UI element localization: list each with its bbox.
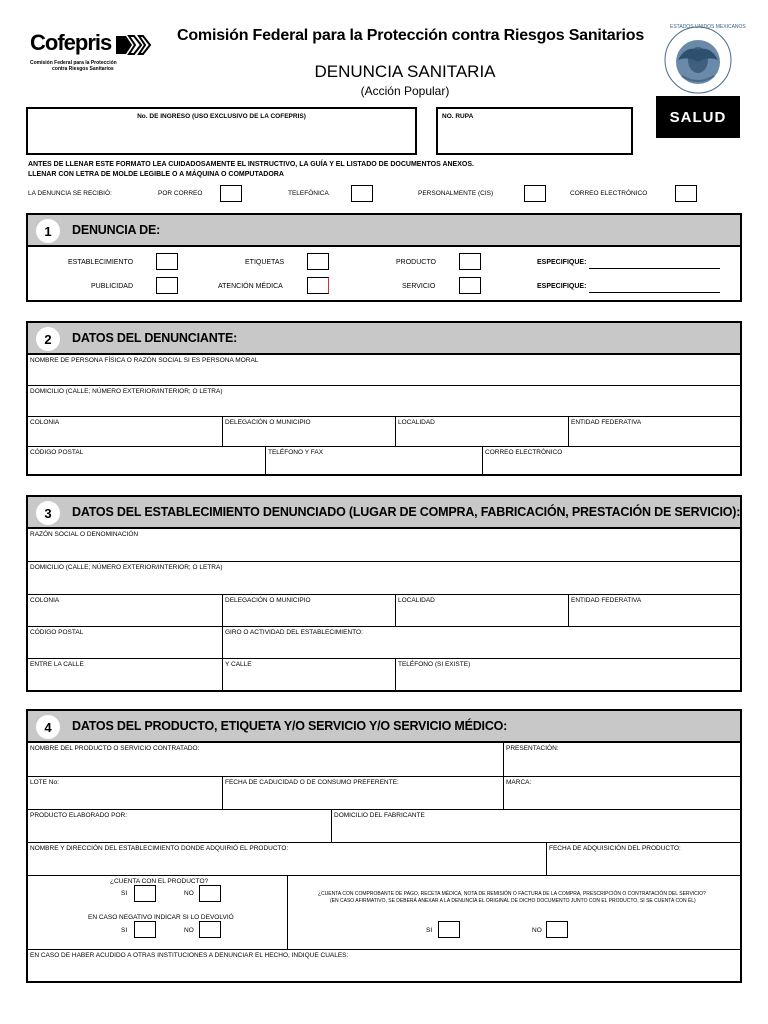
denunciante-correo-field[interactable]: [482, 447, 740, 474]
received-option-correo-electronico: CORREO ELECTRÓNICO: [570, 190, 648, 197]
producto-nombre-dir-field[interactable]: [28, 843, 546, 875]
producto-adquisicion-row: [28, 843, 740, 876]
producto-elaborado-field[interactable]: [28, 810, 331, 842]
denunciante-domicilio-label: DOMICILIO (CALLE; NÚMERO EXTERIOR/INTERIOR; O LETRA): [30, 388, 223, 395]
producto-elaborado-row: [28, 810, 740, 843]
section-4-title: DATOS DEL PRODUCTO, ETIQUETA Y/O SERVICIO Y/O SERVICIO MÉDICO:: [72, 719, 508, 733]
section-2-header: [28, 323, 740, 355]
received-option-correo: POR CORREO: [158, 190, 203, 197]
producto-marca-label: MARCA:: [506, 779, 532, 786]
establecimiento-colonia-field[interactable]: [28, 595, 222, 626]
comprobante-no-label: NO: [532, 927, 542, 934]
producto-marca-field[interactable]: [503, 777, 740, 809]
establecimiento-cp-label: CÓDIGO POSTAL: [30, 629, 84, 636]
opt-etiquetas-checkbox[interactable]: [307, 253, 329, 270]
establecimiento-giro-label: GIRO O ACTIVIDAD DEL ESTABLECIMIENTO:: [225, 629, 363, 636]
seal-text: ESTADOS UNIDOS MEXICANOS: [670, 24, 746, 30]
opt-establecimiento-label: ESTABLECIMIENTO: [68, 259, 134, 266]
producto-nombre-dir-label: NOMBRE Y DIRECCIÓN DEL ESTABLECIMIENTO DONDE ADQUIRIÓ EL PRODUCTO:: [30, 845, 289, 852]
producto-otras-row: [28, 950, 740, 981]
section-4-header: [28, 711, 740, 743]
producto-fecha-adq-field[interactable]: [546, 843, 740, 875]
no-ingreso-label: No. DE INGRESO (USO EXCLUSIVO DE LA COFEPRIS): [137, 113, 306, 120]
logo-subtext-1: Comisión Federal para la Protección: [30, 60, 117, 66]
establecimiento-entidad-field[interactable]: [568, 595, 740, 626]
devolvio-si-checkbox[interactable]: [134, 921, 156, 938]
comprobante-si-checkbox[interactable]: [438, 921, 460, 938]
denunciante-domicilio-field[interactable]: [28, 386, 740, 416]
establecimiento-giro-field[interactable]: [222, 627, 740, 658]
cuenta-si-checkbox[interactable]: [134, 885, 156, 902]
denunciante-cp-row: [28, 447, 740, 474]
denunciante-localidad-label: LOCALIDAD: [398, 419, 435, 426]
devolvio-no-checkbox[interactable]: [199, 921, 221, 938]
opt-etiquetas-label: ETIQUETAS: [245, 259, 285, 266]
denunciante-localidad-field[interactable]: [395, 417, 568, 446]
producto-lote-label: LOTE No:: [30, 779, 59, 786]
producto-domicilio-fab-label: DOMICILIO DEL FABRICANTE: [334, 812, 425, 819]
opt-servicio-checkbox[interactable]: [459, 277, 481, 294]
producto-cuenta-cell: [28, 876, 287, 949]
establecimiento-domicilio-field[interactable]: [28, 562, 740, 594]
producto-presentacion-field[interactable]: [503, 743, 740, 776]
instructions-line-2: LLENAR CON LETRA DE MOLDE LEGIBLE O A MÁQUINA O COMPUTADORA: [28, 171, 284, 178]
producto-presentacion-label: PRESENTACIÓN:: [506, 745, 559, 752]
section-1-header: [28, 215, 740, 247]
establecimiento-domicilio-row: [28, 562, 740, 595]
section-1-number: 1: [36, 219, 60, 243]
establecimiento-razon-label: RAZÓN SOCIAL O DENOMINACIÓN: [30, 531, 139, 538]
producto-caducidad-label: FECHA DE CADUCIDAD O DE CONSUMO PREFERENTE:: [225, 779, 399, 786]
form-title: DENUNCIA SANITARIA: [314, 62, 496, 81]
section-3-title: DATOS DEL ESTABLECIMIENTO DENUNCIADO (LUGAR DE COMPRA, FABRICACIÓN, PRESTACIÓN DE SERVICIO):: [72, 505, 741, 519]
denunciante-entidad-label: ENTIDAD FEDERATIVA: [571, 419, 642, 426]
denunciante-cp-label: CÓDIGO POSTAL: [30, 449, 84, 456]
opt-establecimiento-checkbox[interactable]: [156, 253, 178, 270]
establecimiento-entidad-label: ENTIDAD FEDERATIVA: [571, 597, 642, 604]
denunciante-cp-field[interactable]: [28, 447, 265, 474]
especifique-line-1[interactable]: [589, 268, 720, 269]
denunciante-telefono-field[interactable]: [265, 447, 482, 474]
denunciante-nombre-label: NOMBRE DE PERSONA FÍSICA O RAZÓN SOCIAL SI ES PERSONA MORAL: [30, 357, 259, 364]
no-ingreso-box[interactable]: [26, 107, 417, 155]
producto-nombre-row: [28, 743, 740, 777]
producto-caducidad-field[interactable]: [222, 777, 503, 809]
producto-cuenta-row: [28, 876, 740, 950]
opt-publicidad-checkbox[interactable]: [156, 277, 178, 294]
logo-text: Cofepris: [30, 30, 112, 55]
instructions-line-1: ANTES DE LLENAR ESTE FORMATO LEA CUIDADOSAMENTE EL INSTRUCTIVO, LA GUÍA Y EL LISTADO DE DOCUMENTOS ANEXOS.: [28, 161, 474, 168]
denunciante-nombre-field[interactable]: [28, 355, 740, 385]
opt-producto-checkbox[interactable]: [459, 253, 481, 270]
denunciante-domicilio-row: [28, 386, 740, 417]
establecimiento-delegacion-field[interactable]: [222, 595, 395, 626]
establecimiento-ycalle-field[interactable]: [222, 659, 395, 690]
establecimiento-ycalle-label: Y CALLE: [225, 661, 252, 668]
establecimiento-domicilio-label: DOMICILIO (CALLE; NÚMERO EXTERIOR/INTERIOR; O LETRA): [30, 564, 223, 571]
denunciante-entidad-field[interactable]: [568, 417, 740, 446]
denunciante-colonia-row: [28, 417, 740, 447]
establecimiento-razon-field[interactable]: [28, 529, 740, 561]
received-personalmente-checkbox[interactable]: [524, 185, 546, 202]
producto-comprobante-cell: [287, 876, 740, 949]
negativo-label: EN CASO NEGATIVO INDICAR SI LO DEVOLVIÓ: [88, 914, 234, 921]
establecimiento-cp-row: [28, 627, 740, 659]
salud-logo: [656, 96, 740, 138]
eagle-seal-icon: [656, 20, 740, 94]
establecimiento-telefono-field[interactable]: [395, 659, 740, 690]
comprobante-note: (EN CASO AFIRMATIVO, SE DEBERÁ ANEXAR A LA DENUNCIA EL ORIGINAL DE DICHO DOCUMENTO JUNTO CON EL PRODUCTO, SI SE CUENTA CON ÉL): [330, 898, 696, 904]
cuenta-si-label: SI: [121, 890, 128, 897]
section-3: [26, 495, 742, 692]
establecimiento-razon-row: [28, 529, 740, 562]
section-1-title: DENUNCIA DE:: [72, 223, 161, 237]
establecimiento-cp-field[interactable]: [28, 627, 222, 658]
establecimiento-entre-label: ENTRE LA CALLE: [30, 661, 84, 668]
comprobante-no-checkbox[interactable]: [546, 921, 568, 938]
received-option-telefonica: TELEFÓNICA: [288, 190, 329, 197]
especifique-label-1: ESPECIFIQUE:: [537, 259, 587, 266]
establecimiento-delegacion-label: DELEGACIÓN O MUNICIPIO: [225, 597, 311, 604]
devolvio-no-label: NO: [184, 927, 194, 934]
establecimiento-localidad-field[interactable]: [395, 595, 568, 626]
received-telefonica-checkbox[interactable]: [351, 185, 373, 202]
section-2-number: 2: [36, 327, 60, 351]
section-1: [26, 213, 742, 302]
opt-atencion-medica-checkbox[interactable]: [307, 277, 329, 294]
producto-elaborado-label: PRODUCTO ELABORADO POR:: [30, 812, 128, 819]
section-4: [26, 709, 742, 983]
especifique-line-2[interactable]: [589, 292, 720, 293]
section-3-header: [28, 497, 740, 529]
section-2-title: DATOS DEL DENUNCIANTE:: [72, 331, 238, 345]
devolvio-si-label: SI: [121, 927, 128, 934]
producto-nombre-label: NOMBRE DEL PRODUCTO O SERVICIO CONTRATADO:: [30, 745, 200, 752]
opt-atencion-medica-label: ATENCIÓN MÉDICA: [218, 283, 283, 290]
denunciante-telefono-label: TELÉFONO Y FAX: [268, 449, 324, 456]
opt-servicio-label: SERVICIO: [402, 283, 436, 290]
salud-text: SALUD: [669, 108, 727, 126]
producto-nombre-field[interactable]: [28, 743, 503, 776]
cuenta-no-checkbox[interactable]: [199, 885, 221, 902]
establecimiento-calles-row: [28, 659, 740, 690]
establecimiento-colonia-row: [28, 595, 740, 627]
comprobante-question: ¿CUENTA CON COMPROBANTE DE PAGO, RECETA MÉDICA, NOTA DE REMISIÓN O FACTURA DE LA COMPRA, PRESCRIPCIÓN O CONTRATACIÓN DEL SERVICIO?: [318, 891, 706, 897]
rupa-box[interactable]: [436, 107, 633, 155]
form-subtitle: (Acción Popular): [360, 84, 450, 98]
received-correo-checkbox[interactable]: [220, 185, 242, 202]
received-label: LA DENUNCIA SE RECIBIÓ:: [28, 190, 112, 197]
section-3-number: 3: [36, 501, 60, 525]
logo-subtext-2: contra Riesgos Sanitarios: [52, 66, 114, 72]
received-option-personalmente: PERSONALMENTE (CIS): [418, 190, 494, 197]
comprobante-si-label: SI: [426, 927, 433, 934]
producto-lote-row: [28, 777, 740, 810]
page-title: Comisión Federal para la Protección contra Riesgos Sanitarios: [177, 27, 645, 44]
section-4-number: 4: [36, 715, 60, 739]
denunciante-delegacion-label: DELEGACIÓN O MUNICIPIO: [225, 419, 311, 426]
especifique-label-2: ESPECIFIQUE:: [537, 283, 587, 290]
producto-otras-field[interactable]: [28, 950, 740, 981]
mexico-seal: [656, 20, 746, 94]
producto-fecha-adq-label: FECHA DE ADQUISICIÓN DEL PRODUCTO:: [549, 845, 681, 852]
cuenta-producto-label: ¿CUENTA CON EL PRODUCTO?: [110, 878, 209, 885]
opt-producto-label: PRODUCTO: [396, 259, 436, 266]
logo-arrows-icon: [116, 34, 154, 56]
opt-publicidad-label: PUBLICIDAD: [91, 283, 134, 290]
producto-domicilio-fab-field[interactable]: [331, 810, 740, 842]
denunciante-delegacion-field[interactable]: [222, 417, 395, 446]
rupa-label: NO. RUPA: [442, 113, 474, 120]
denunciante-nombre-row: [28, 355, 740, 386]
establecimiento-localidad-label: LOCALIDAD: [398, 597, 435, 604]
cuenta-no-label: NO: [184, 890, 194, 897]
establecimiento-telefono-label: TELÉFONO (SI EXISTE): [398, 661, 471, 668]
establecimiento-entre-field[interactable]: [28, 659, 222, 690]
denunciante-correo-label: CORREO ELECTRÓNICO: [485, 449, 563, 456]
denunciante-colonia-field[interactable]: [28, 417, 222, 446]
cofepris-logo: [28, 30, 158, 75]
section-2: [26, 321, 742, 476]
producto-lote-field[interactable]: [28, 777, 222, 809]
received-correo-electronico-checkbox[interactable]: [675, 185, 697, 202]
producto-otras-label: EN CASO DE HABER ACUDIDO A OTRAS INSTITUCIONES A DENUNCIAR EL HECHO, INDIQUE CUALES:: [30, 952, 349, 959]
establecimiento-colonia-label: COLONIA: [30, 597, 60, 604]
denunciante-colonia-label: COLONIA: [30, 419, 60, 426]
